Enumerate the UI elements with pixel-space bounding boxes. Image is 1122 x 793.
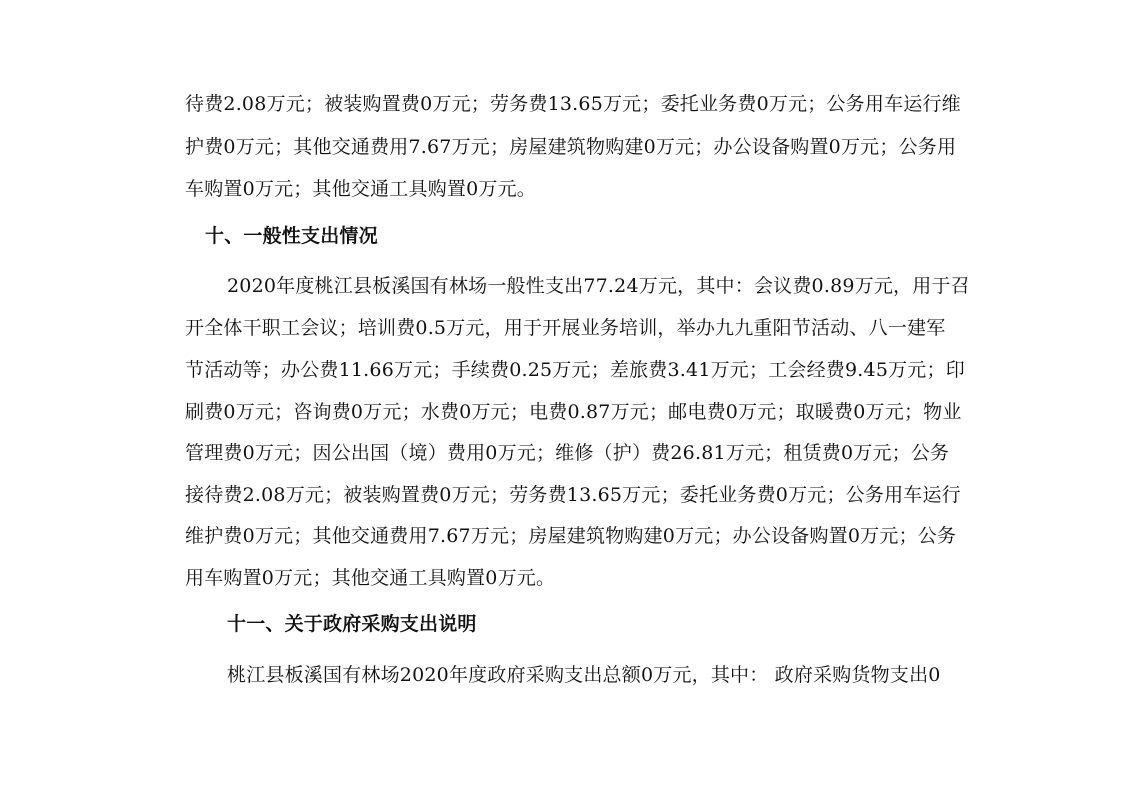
paragraph-line: 维护费0万元；其他交通费用7.67万元；房屋建筑物购建0万元；办公设备购置0万元；公务 [185, 525, 957, 547]
paragraph-line: 开全体干职工会议；培训费0.5万元，用于开展业务培训，举办九九重阳节活动、八一建军 [185, 317, 946, 339]
paragraph-line: 待费2.08万元；被装购置费0万元；劳务费13.65万元；委托业务费0万元；公务用车运行维 [185, 93, 961, 115]
section-heading-11: 十一、关于政府采购支出说明 [227, 613, 477, 635]
paragraph-line: 刷费0万元；咨询费0万元；水费0万元；电费0.87万元；邮电费0万元；取暖费0万元；物业 [185, 401, 962, 423]
paragraph-line: 护费0万元；其他交通费用7.67万元；房屋建筑物购建0万元；办公设备购置0万元；公务用 [185, 136, 957, 158]
paragraph-line: 2020年度桃江县板溪国有林场一般性支出77.24万元，其中：会议费0.89万元，用于召 [227, 275, 970, 297]
paragraph-line: 桃江县板溪国有林场2020年度政府采购支出总额0万元，其中： 政府采购货物支出0 [227, 664, 941, 686]
paragraph-line: 节活动等；办公费11.66万元；手续费0.25万元；差旅费3.41万元；工会经费9.45万元；印 [185, 359, 965, 381]
section-heading-10: 十、一般性支出情况 [205, 225, 378, 247]
paragraph-line: 用车购置0万元；其他交通工具购置0万元。 [185, 567, 556, 589]
paragraph-line: 接待费2.08万元；被装购置费0万元；劳务费13.65万元；委托业务费0万元；公务用车运行 [185, 484, 961, 506]
paragraph-line: 管理费0万元；因公出国（境）费用0万元；维修（护）费26.81万元；租赁费0万元；公务 [185, 442, 950, 464]
paragraph-line: 车购置0万元；其他交通工具购置0万元。 [185, 178, 536, 200]
